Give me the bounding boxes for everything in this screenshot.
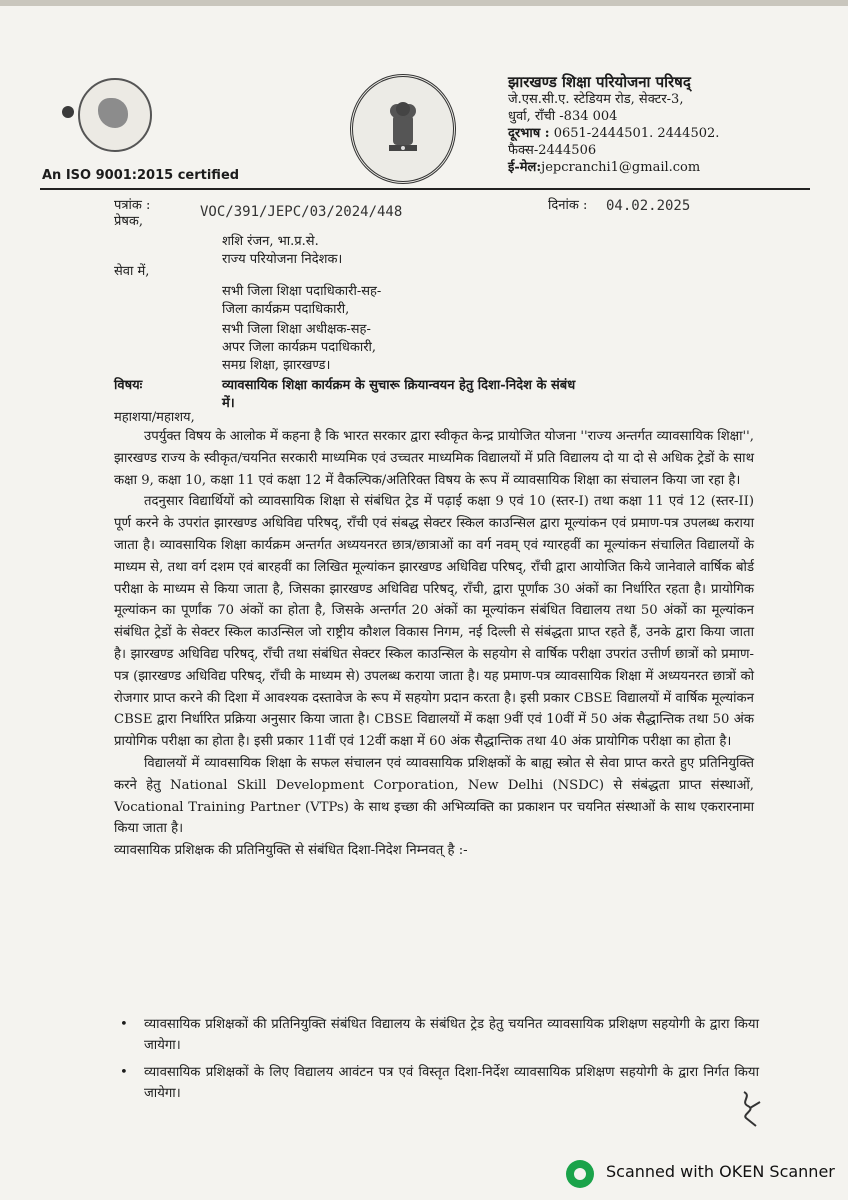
recipient-1-line-1: सभी जिला शिक्षा पदाधिकारी-सह- <box>222 284 382 299</box>
sender-name: शशि रंजन, भा.प्र.से. <box>222 234 319 249</box>
iso-certification-label: An ISO 9001:2015 certified <box>42 168 240 183</box>
organization-name: झारखण्ड शिक्षा परियोजना परिषद् <box>508 73 691 91</box>
seva-label: सेवा में, <box>114 264 150 279</box>
subject-label: विषयः <box>114 378 143 393</box>
list-item <box>114 1062 759 1104</box>
preshak-label: प्रेषक, <box>114 214 144 229</box>
national-emblem-icon <box>383 101 423 157</box>
header-divider <box>40 188 810 190</box>
phone-value: 0651-2444501. 2444502. <box>553 126 720 141</box>
letter-body <box>114 426 754 862</box>
phone-row <box>508 125 808 142</box>
list-item <box>114 1014 759 1056</box>
paragraph-3: विद्यालयों में व्यावसायिक शिक्षा के सफल संचालन एवं व्यावसायिक प्रशिक्षकों के बाह्य स्त्रोत से सेवा प्राप्त करते हुए प्रतिनियुक्ति करने हेतु National Skill Development Corporation, New Delhi (NSDC) से संबंद्धता प्राप्त संस्थाओं, Vocational Training Partner (VTPs) के साथ इच्छा की अभिव्यक्ति का प्रकाशन पर चयनित संस्थाओं के साथ एकरारनामा किया जाता है। <box>114 755 754 837</box>
paragraph-1: उपर्युक्त विषय के आलोक में कहना है कि भारत सरकार द्वारा स्वीकृत केन्द्र प्रायोजित योजना ''राज्य अन्तर्गत व्यावसायिक शिक्षा'', झारखण्ड राज्य के स्वीकृत/चयनित सरकारी माध्यमिक एवं उच्चतर माध्यमिक विद्यालयों में प्रति विद्यालय दो या दो से अधिक ट्रेडों के साथ कक्षा 9, कक्षा 10, कक्षा 11 एवं कक्षा 12 में वैकल्पिक/अतिरिक्त विषय के रूप में व्यावसायिक शिक्षा का संचालन किया जा रहा है। <box>114 429 754 488</box>
address-line-2: धुर्वा, राँची -834 004 <box>508 109 618 124</box>
top-edge-strip <box>0 0 848 6</box>
list-item-text: व्यावसायिक प्रशिक्षकों की प्रतिनियुक्ति संबंधित विद्यालय के संबंधित ट्रेड हेतु चयनित व्यावसायिक प्रशिक्षण सहयोगी के द्वारा किया जायेगा। <box>144 1017 759 1053</box>
organization-header <box>508 74 808 176</box>
punch-hole <box>62 106 74 118</box>
salutation: महाशया/महाशय, <box>114 410 195 425</box>
dinank-value: 04.02.2025 <box>606 198 691 214</box>
signature-icon <box>732 1088 772 1128</box>
government-seal-icon <box>350 74 456 184</box>
list-item-text: व्यावसायिक प्रशिक्षकों के लिए विद्यालय आवंटन पत्र एवं विस्तृत दिशा-निर्देश व्यावसायिक प्रशिक्षण सहयोगी के द्वारा निर्गत किया जायेगा। <box>144 1065 759 1101</box>
dinank-label: दिनांक : <box>548 198 588 213</box>
guidelines-list <box>114 1014 759 1110</box>
scanner-watermark: Scanned with OKEN Scanner <box>606 1162 835 1181</box>
bullet-icon: • <box>120 1065 128 1080</box>
recipient-2-line-3: समग्र शिक्षा, झारखण्ड। <box>222 358 331 373</box>
bullet-icon: • <box>120 1017 128 1032</box>
address-line-1: जे.एस.सी.ए. स्टेडियम रोड, सेक्टर-3, <box>508 92 684 107</box>
email-row <box>508 159 808 176</box>
recipient-2-line-1: सभी जिला शिक्षा अधीक्षक-सह- <box>222 322 371 337</box>
sender-title: राज्य परियोजना निदेशक। <box>222 252 343 267</box>
paragraph-2: तदनुसार विद्यार्थियों को व्यावसायिक शिक्षा से संबंधित ट्रेड में पढ़ाई कक्षा 9 एवं 10 (स्तर-I) तथा कक्षा 11 एवं 12 (स्तर-II) पूर्ण करने के उपरांत झारखण्ड अधिविद्य परिषद्, राँची एवं संबद्ध सेक्टर स्किल काउन्सिल द्वारा मूल्यांकन एवं प्रमाण-पत्र उपलब्ध कराया जाता है। व्यावसायिक शिक्षा कार्यक्रम अन्तर्गत अध्ययनरत छात्र/छात्राओं का वर्ग नवम् एवं ग्यारहवीं का मूल्यांकन संचालित विद्यालयों के माध्यम से, तथा वर्ग दशम एवं बारहवीं का लिखित मूल्यांकन झारखण्ड अधिविद्य परिषद्, राँची द्वारा आयोजित किये जानेवाले वार्षिक बोर्ड परीक्षा के माध्यम से किया जाता है, जिसका झारखण्ड अधिविद्य परिषद्, राँची, द्वारा पूर्णांक 30 अंकों का निर्धारित रहता है। प्रायोगिक मूल्यांकन का पूर्णांक 70 अंकों का होता है, जिसके अन्तर्गत 20 अंकों का मूल्यांकन संबंधित विद्यालय तथा 50 अंकों का मूल्यांकन संबंधित ट्रेडों के सेक्टर स्किल काउन्सिल जो राष्ट्रीय कौशल विकास निगम, नई दिल्ली से संबंद्धता प्राप्त रहते हैं, उनके द्वारा किया जाता है। झारखण्ड अधिविद्य परिषद्, राँची तथा संबंधित सेक्टर स्किल काउन्सिल के सहयोग से वार्षिक परीक्षा उपरांत उत्तीर्ण छात्रों को प्रमाण-पत्र (झारखण्ड अधिविद्य परिषद्, राँची के माध्यम से) उपलब्ध कराया जाता है। यह प्रमाण-पत्र व्यावसायिक शिक्षा में अध्ययनरत छात्रों को रोजगार प्राप्त करने की दिशा में आवश्यक दस्तावेज के रूप में सहयोग प्रदान करता है। इसी प्रकार CBSE विद्यालयों में वार्षिक मूल्यांकन CBSE द्वारा निर्धारित प्रक्रिया अनुसार किया जाता है। CBSE विद्यालयों में कक्षा 9वीं एवं 10वीं में 50 अंक सैद्धान्तिक तथा 50 अंक प्रायोगिक परीक्षा का होता है। इसी प्रकार 11वीं एवं 12वीं कक्षा में 60 अंक सैद्धान्तिक तथा 40 अंक प्रायोगिक परीक्षा का होता है। <box>114 494 754 750</box>
phone-label: दूरभाष : <box>508 126 550 141</box>
fax-row: फैक्स-2444506 <box>508 143 597 158</box>
subject-line-2: में। <box>222 396 235 411</box>
email-label: ई-मेल: <box>508 160 542 175</box>
guidelines-intro: व्यावसायिक प्रशिक्षक की प्रतिनियुक्ति से संबंधित दिशा-निदेश निम्नवत् है :- <box>114 843 468 859</box>
jepc-logo-icon <box>78 78 152 152</box>
email-value: jepcranchi1@gmail.com <box>541 160 701 175</box>
patrank-value: VOC/391/JEPC/03/2024/448 <box>200 204 403 220</box>
patrank-label: पत्रांक : <box>114 198 151 213</box>
recipient-2-line-2: अपर जिला कार्यक्रम पदाधिकारी, <box>222 340 377 355</box>
subject-line-1: व्यावसायिक शिक्षा कार्यक्रम के सुचारू क्रियान्वयन हेतु दिशा-निदेश के संबंध <box>222 378 576 393</box>
recipient-1-line-2: जिला कार्यक्रम पदाधिकारी, <box>222 302 350 317</box>
oken-scanner-logo-icon <box>566 1160 594 1188</box>
